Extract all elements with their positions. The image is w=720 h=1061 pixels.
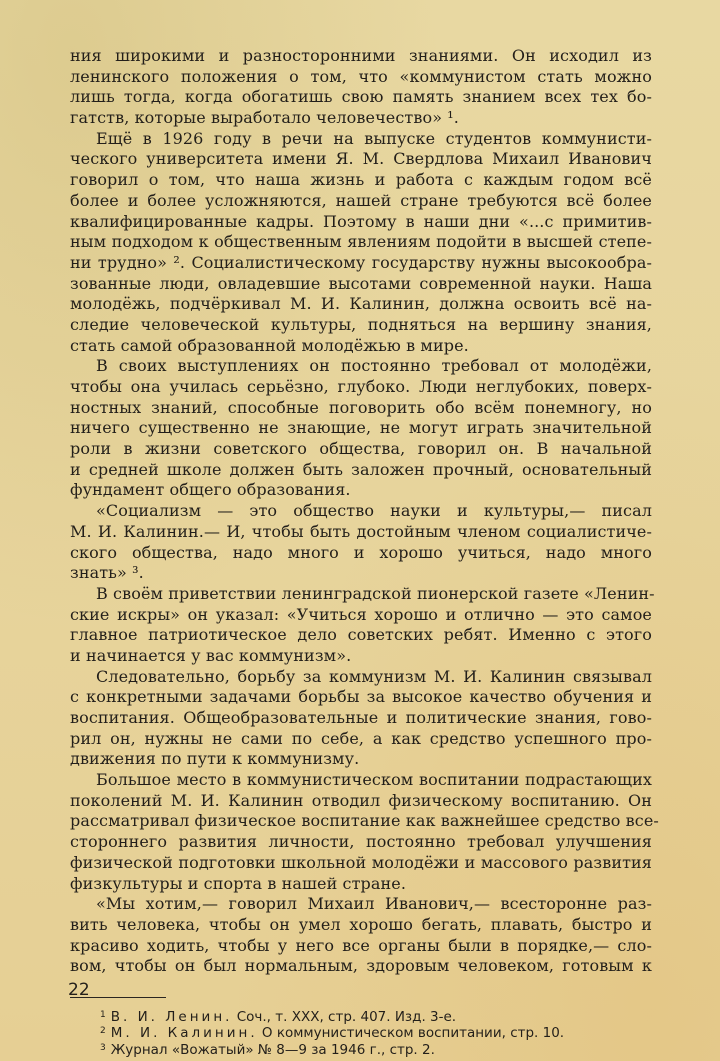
text-line: рассматривал физическое воспитание как важнейшее средство все- — [70, 811, 659, 831]
footnote-number: 3 — [100, 1042, 106, 1053]
text-line: зованные люди, овладевшие высотами современной науки. Наша — [70, 273, 652, 293]
text-line: В своём приветствии ленинградской пионерской газете «Ленин- — [96, 583, 655, 603]
text-line: М. И. Калинин.— И, чтобы быть достойным членом социалистиче- — [70, 521, 652, 541]
text-line: ского общества, надо много и хорошо учиться, надо много — [70, 542, 652, 562]
text-line: ские искры» он указал: «Учиться хорошо и отлично — это самое — [70, 604, 652, 624]
text-line: «Социализм — это общество науки и культуры,— писал — [96, 501, 652, 521]
text-line: фундамент общего образования. — [70, 480, 351, 500]
text-line: молодёжь, подчёркивал М. И. Калинин, должна освоить всё на- — [70, 294, 652, 314]
text-line: и начинается у вас коммунизм». — [70, 645, 352, 665]
text-line: и средней школе должен быть заложен прочный, основательный — [70, 459, 652, 479]
text-line: красиво ходить, чтобы у него все органы были в порядке,— сло- — [70, 935, 652, 955]
text-line: гатств, которые выработало человечество» ¹. — [70, 108, 459, 128]
text-line: ностных знаний, способные поговорить обо всём понемногу, но — [70, 397, 652, 417]
footnote-text: Журнал «Вожатый» № 8—9 за 1946 г., стр. 2. — [110, 1041, 435, 1058]
footnote-number: 1 — [100, 1009, 106, 1020]
text-line: знать» ³. — [70, 563, 144, 583]
text-line: вить человека, чтобы он умел хорошо бегать, плавать, быстро и — [70, 914, 652, 934]
text-line: физкультуры и спорта в нашей стране. — [70, 873, 407, 893]
text-line: стать самой образованной молодёжью в мире. — [70, 335, 469, 355]
text-line: «Мы хотим,— говорил Михаил Иванович,— всесторонне раз- — [96, 894, 652, 914]
text-line: ничего существенно не знающие, не могут играть значительной — [70, 418, 652, 438]
text-line: ленинского положения о том, что «коммунистом стать можно — [70, 66, 652, 86]
text-line: ческого университета имени Я. М. Свердлова Михаил Иванович — [70, 149, 652, 169]
main-text — [70, 46, 659, 977]
text-line: роли в жизни советского общества, говорил он. В начальной — [70, 439, 652, 459]
text-line: воспитания. Общеобразовательные и политические знания, гово- — [70, 708, 652, 727]
text-line: ния широкими и разносторонними знаниями. Он исходил из — [70, 46, 652, 65]
text-line: Большое место в коммунистическом воспитании подрастающих — [96, 770, 652, 790]
text-line: чтобы она училась серьёзно, глубоко. Люди неглубоких, поверх- — [70, 377, 652, 396]
text-line: квалифицированные кадры. Поэтому в наши дни «...с примитив- — [70, 211, 652, 231]
text-line: стороннего развития личности, постоянно требовал улучшения — [70, 832, 652, 852]
text-line: с конкретными задачами борьбы за высокое качество обучения и — [70, 687, 652, 707]
page-number: 22 — [68, 980, 90, 1000]
text-line: более и более усложняются, нашей стране требуются всё более — [70, 190, 652, 210]
text-line: движения по пути к коммунизму. — [70, 749, 360, 769]
text-line: Следовательно, борьбу за коммунизм М. И. Калинин связывал — [96, 666, 652, 686]
text-line: физической подготовки школьной молодёжи и массового развития — [70, 852, 652, 872]
text-line: Ещё в 1926 году в речи на выпуске студентов коммунисти- — [96, 128, 652, 148]
text-line: ным подходом к общественным явлениям подойти в высшей степе- — [70, 232, 652, 252]
footnote — [70, 1040, 652, 1057]
text-line: В своих выступлениях он постоянно требовал от молодёжи, — [96, 356, 652, 376]
footnote-author: В. И. Ленин. — [110, 1008, 233, 1025]
text-line: говорил о том, что наша жизнь и работа с каждым годом всё — [70, 170, 652, 190]
text-line: лишь тогда, когда обогатишь свою память знанием всех тех бо- — [70, 87, 652, 107]
footnote-text: Соч., т. XXX, стр. 407. Изд. 3-е. — [232, 1008, 457, 1025]
footnote-text: О коммунистическом воспитании, стр. 10. — [257, 1025, 565, 1042]
footnotes — [70, 1007, 652, 1057]
text-line: рил он, нужны не сами по себе, а как средство успешного про- — [70, 728, 652, 748]
text-line: поколений М. И. Калинин отводил физическому воспитанию. Он — [70, 790, 652, 810]
text-line: ни трудно» ². Социалистическому государству нужны высокообра- — [70, 252, 652, 272]
footnote — [70, 1023, 652, 1040]
footnote-number: 2 — [100, 1026, 106, 1037]
page-body — [70, 46, 659, 1058]
text-line: следие человеческой культуры, подняться на вершину знания, — [70, 314, 652, 334]
text-line: главное патриотическое дело советских ребят. Именно с этого — [70, 625, 652, 645]
footnote-author: М. И. Калинин. — [110, 1025, 258, 1042]
footnote — [70, 1007, 652, 1024]
text-line: вом, чтобы он был нормальным, здоровым человеком, готовым к — [70, 956, 652, 976]
